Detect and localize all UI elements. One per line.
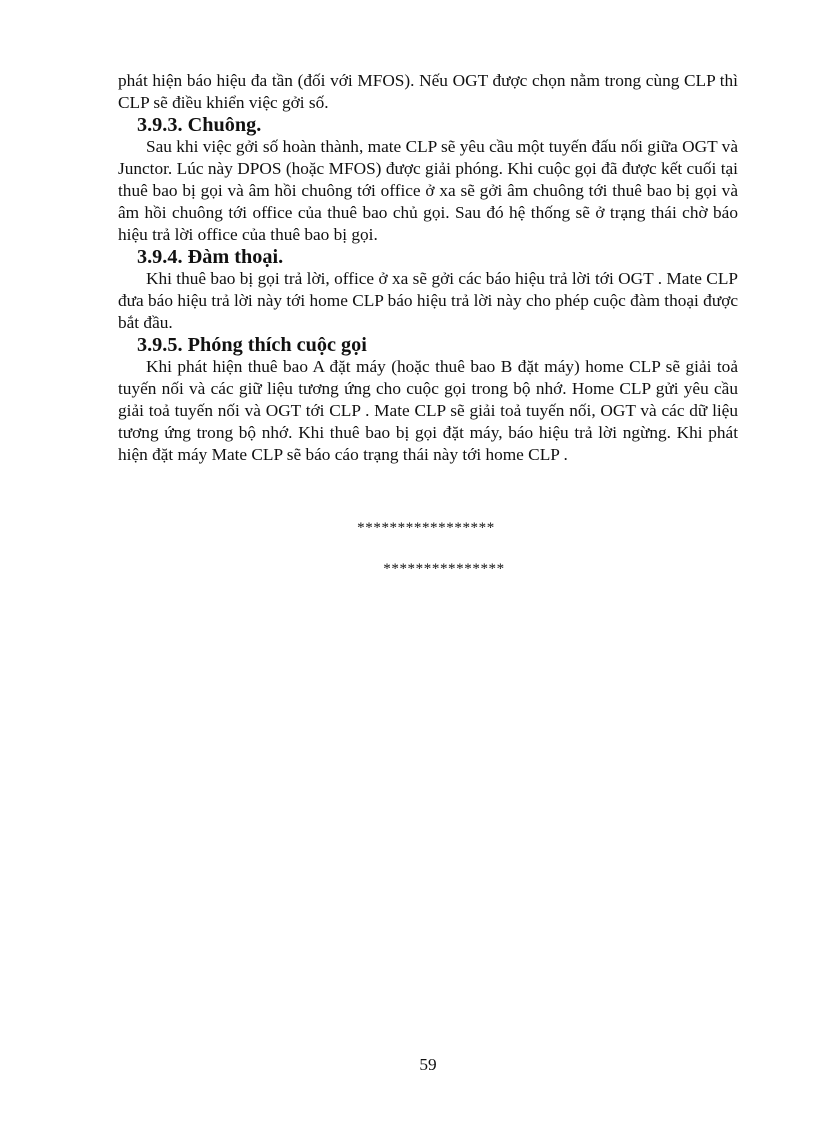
separator-stars-1: *****************	[357, 520, 495, 536]
page-number: 59	[419, 1055, 437, 1074]
section-heading-dam-thoai: 3.9.4. Đàm thoại.	[137, 246, 284, 268]
document-page	[118, 70, 738, 466]
separator-stars-2: ***************	[383, 561, 505, 577]
intro-paragraph: phát hiện báo hiệu đa tần (đối với MFOS). Nếu OGT được chọn nằm trong cùng CLP thì CLP sẽ điều khiển việc gởi số.	[118, 71, 738, 112]
section-heading-chuong: 3.9.3. Chuông.	[137, 114, 262, 136]
section-body-phong-thich: Khi phát hiện thuê bao A đặt máy (hoặc thuê bao B đặt máy) home CLP sẽ giải toả tuyến nối và các giữ liệu tương ứng cho cuộc gọi trong bộ nhớ. Home CLP gửi yêu cầu giải toả tuyến nối và OGT tới CLP . Mate CLP sẽ giải toả tuyến nối, OGT và các dữ liệu tương ứng trong bộ nhớ. Khi thuê bao bị gọi đặt máy, báo hiệu trả lời ngừng. Khi phát hiện đặt máy Mate CLP sẽ báo cáo trạng thái này tới home CLP .	[118, 357, 738, 464]
section-body-dam-thoai: Khi thuê bao bị gọi trả lời, office ở xa sẽ gởi các báo hiệu trả lời tới OGT . Mate CLP đưa báo hiệu trả lời này tới home CLP báo hiệu trả lời này cho phép cuộc đàm thoại được bắt đầu.	[118, 269, 738, 332]
section-body-chuong: Sau khi việc gởi số hoàn thành, mate CLP sẽ yêu cầu một tuyến đấu nối giữa OGT và Junctor. Lúc này DPOS (hoặc MFOS) được giải phóng. Khi cuộc gọi đã được kết cuối tại thuê bao bị gọi và âm hồi chuông tới office ở xa sẽ gởi âm chuông tới thuê bao bị gọi và âm hồi chuông tới office của thuê bao chủ gọi. Sau đó hệ thống sẽ ở trạng thái chờ báo hiệu trả lời office của thuê bao bị gọi.	[118, 137, 738, 244]
section-heading-phong-thich: 3.9.5. Phóng thích cuộc gọi	[137, 334, 367, 356]
